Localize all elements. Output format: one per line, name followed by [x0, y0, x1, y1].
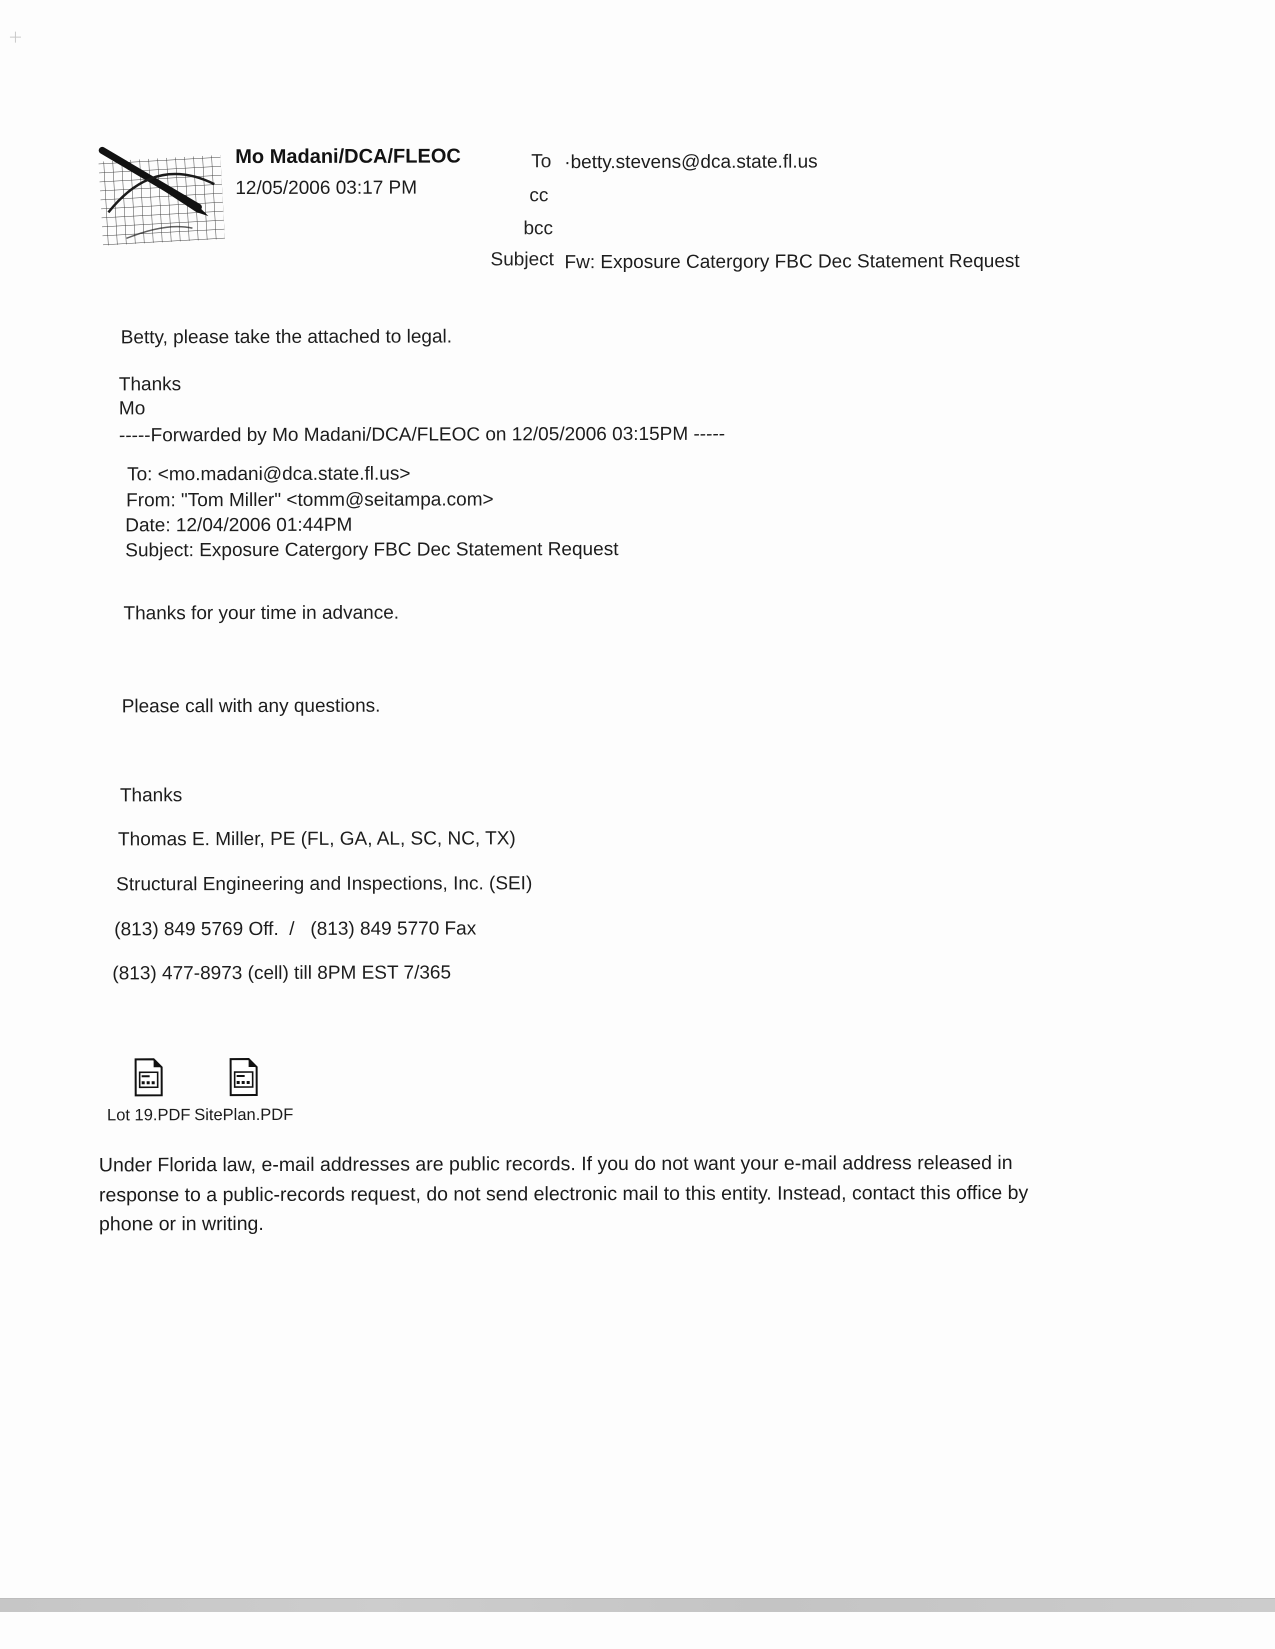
pdf-file-icon [133, 1057, 165, 1102]
signature-company: Structural Engineering and Inspections, Inc. (SEI) [116, 873, 533, 896]
pdf-file-icon [228, 1057, 260, 1102]
cc-label: cc [529, 185, 549, 207]
attachment-label: SitePlan.PDF [194, 1105, 294, 1125]
bcc-label: bcc [523, 218, 554, 240]
fwd-from: From: "Tom Miller" <tomm@seitampa.com> [126, 489, 494, 512]
florida-law-disclaimer: Under Florida law, e-mail addresses are public records. If you do not want your e-mail address released in response to a public-records request, do not send electronic mail to this entity. Instead, contact this office by phone or in writing. [98, 1152, 1029, 1236]
sent-datetime: 12/05/2006 03:17 PM [235, 177, 418, 200]
signature-name: Thomas E. Miller, PE (FL, GA, AL, SC, NC, TX) [118, 828, 516, 851]
graph-pencil-icon [96, 142, 228, 246]
fwd-date: Date: 12/04/2006 01:44PM [125, 514, 353, 537]
scan-artifact [10, 32, 21, 43]
signature-cell: (813) 477-8973 (cell) till 8PM EST 7/365 [112, 962, 452, 985]
attachment-lot19 [104, 1057, 194, 1125]
sender-name: Mo Madani/DCA/FLEOC [235, 145, 461, 169]
fwd-subject: Subject: Exposure Catergory FBC Dec Statement Request [125, 539, 619, 562]
signature-phones: (813) 849 5769 Off. / (813) 849 5770 Fax [114, 918, 477, 941]
subject-label: Subject [490, 249, 554, 271]
body-para1: Thanks for your time in advance. [123, 602, 400, 625]
body-signoff: Mo [118, 398, 146, 420]
forward-separator: -----Forwarded by Mo Madani/DCA/FLEOC on 12/05/2006 03:15PM ----- [118, 423, 726, 447]
body-para2: Please call with any questions. [121, 695, 381, 718]
body-thanks: Thanks [118, 374, 182, 396]
attachment-label: Lot 19.PDF [107, 1106, 191, 1125]
attachment-siteplan [194, 1057, 294, 1125]
body-intro: Betty, please take the attached to legal. [120, 326, 453, 349]
subject-value: Fw: Exposure Catergory FBC Dec Statement Request [564, 250, 1020, 274]
body-para3: Thanks [119, 785, 183, 807]
scan-edge-band [0, 1598, 1275, 1612]
to-label: To [531, 151, 552, 173]
to-value: ·betty.stevens@dca.state.fl.us [564, 151, 818, 174]
fwd-to: To: <mo.madani@dca.state.fl.us> [127, 463, 411, 486]
